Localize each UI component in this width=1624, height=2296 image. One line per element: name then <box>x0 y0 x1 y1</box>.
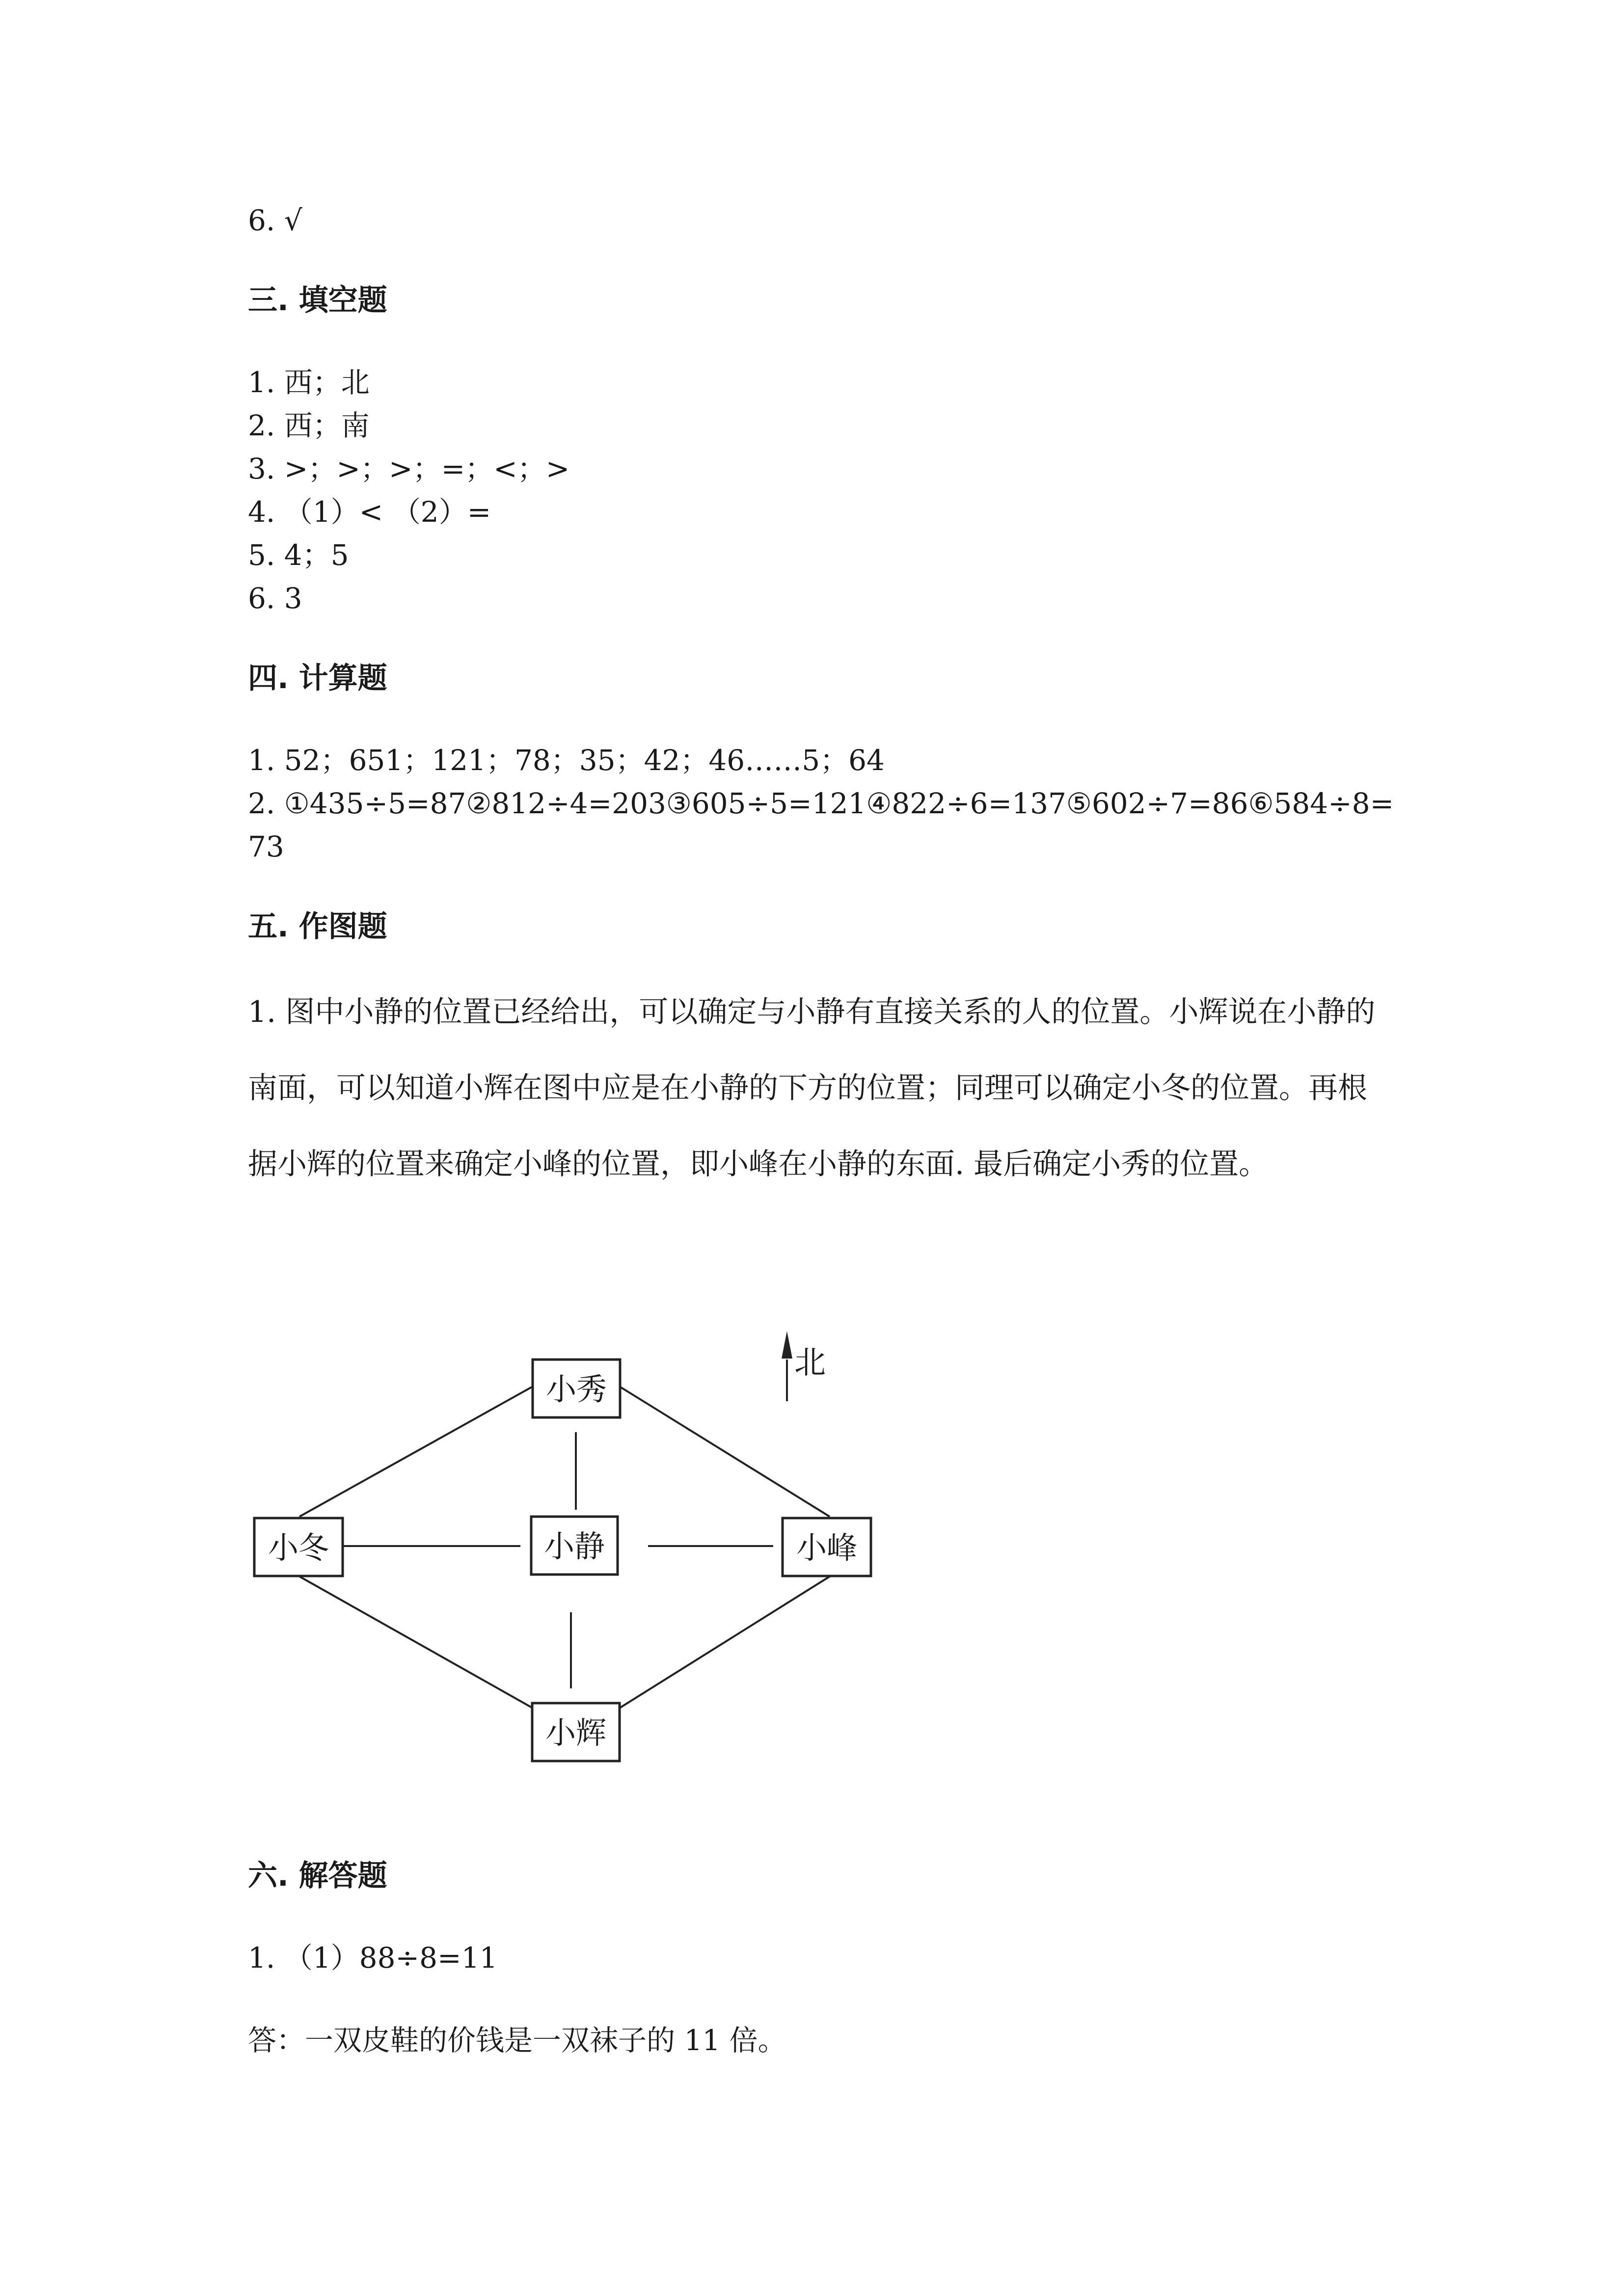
section-heading-calculation: 四. 计算题 <box>248 661 387 695</box>
box-bottom <box>532 1703 620 1761</box>
box-top-label: 小秀 <box>545 1371 607 1407</box>
box-bottom-label: 小辉 <box>545 1715 607 1751</box>
north-label: 北 <box>794 1345 826 1381</box>
fill-answer-2: 2. 西；南 <box>248 409 370 442</box>
calc-answer-2: 2. ①435÷5=87②812÷4=203③605÷5=121④822÷6=137⑤602÷7=86⑥584÷8= <box>248 787 1394 820</box>
connector-bottom-right <box>620 1576 830 1708</box>
section-heading-drawing: 五. 作图题 <box>248 909 387 944</box>
answer-1-equation: 1. （1）88÷8=11 <box>248 1941 498 1975</box>
box-left-label: 小冬 <box>268 1530 329 1566</box>
calc-answer-1: 1. 52；651；121；78；35；42；46……5；64 <box>248 744 885 777</box>
box-center <box>531 1517 618 1575</box>
north-arrow-head <box>782 1331 792 1359</box>
fill-answer-6: 6. 3 <box>248 582 302 615</box>
answer-1-statement: 答：一双皮鞋的价钱是一双袜子的 11 倍。 <box>248 2024 786 2057</box>
connector-left-bottom <box>299 1576 533 1708</box>
connector-top-right <box>620 1387 830 1517</box>
box-right-label: 小峰 <box>796 1530 858 1566</box>
fill-answer-3: 3. >；>；>；=；<；> <box>248 452 570 485</box>
connector-left-top <box>299 1387 533 1517</box>
box-right <box>783 1518 871 1576</box>
box-center-label: 小静 <box>543 1528 605 1564</box>
fill-answer-5: 5. 4；5 <box>248 538 349 572</box>
section-heading-answers: 六. 解答题 <box>248 1859 387 1893</box>
fill-answer-1: 1. 西；北 <box>248 366 370 399</box>
box-top <box>533 1360 620 1417</box>
drawing-explanation: 1. 图中小静的位置已经给出，可以确定与小静有直接关系的人的位置。小辉说在小静的南面，可以知道小辉在图中应是在小静的下方的位置；同理可以确定小冬的位置。再根据小辉的位置来确定小峰的位置，即小峰在小静的东面. 最后确定小秀的位置。 <box>248 995 1376 1181</box>
fill-answer-4: 4. （1）< （2）= <box>248 495 491 529</box>
calc-answer-2-continued: 73 <box>248 830 284 863</box>
box-left <box>254 1518 343 1576</box>
section-heading-fill-blank: 三. 填空题 <box>248 283 387 318</box>
answer-6: 6. √ <box>248 204 302 237</box>
